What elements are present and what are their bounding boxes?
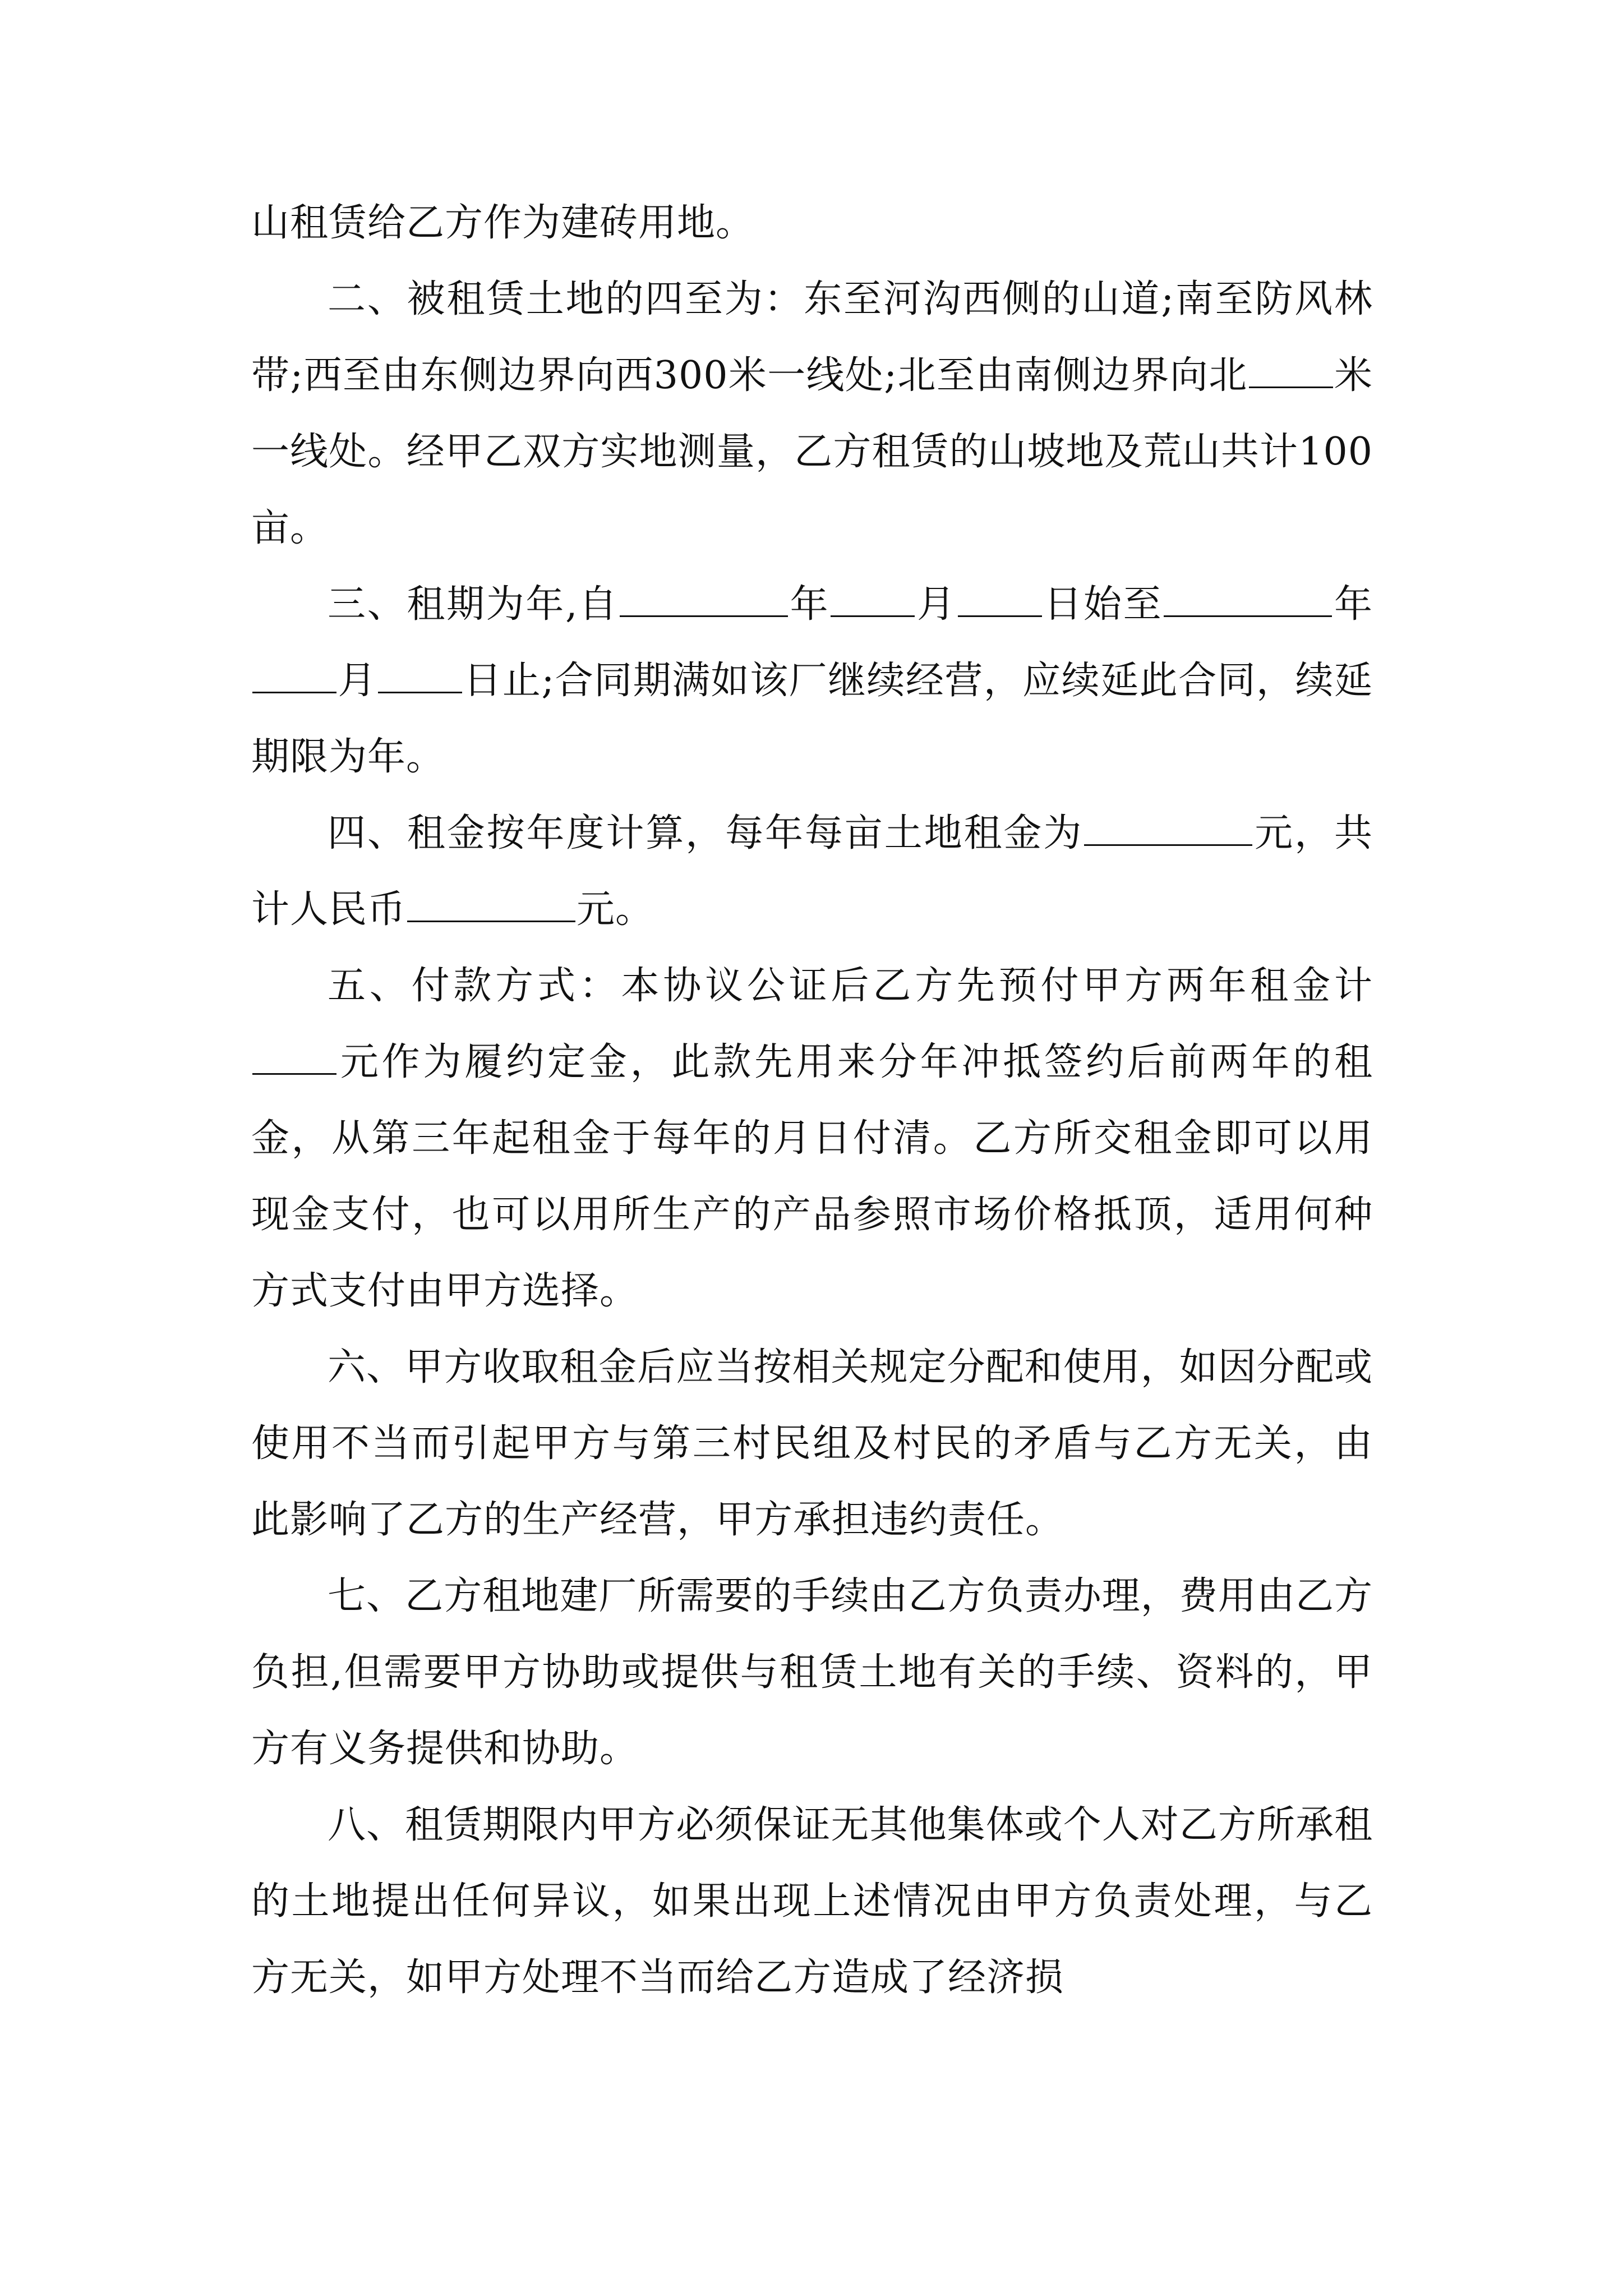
paragraph-clause-6 — [251, 1329, 1373, 1558]
fill-in-blank[interactable] — [1084, 812, 1252, 846]
text-segment: 日止;合同期满如该厂继续经营，应续延此合同，续延期限为年。 — [251, 659, 1373, 779]
text-segment: 米一线处。经甲乙双方实地测量，乙方租赁的山坡地及荒山共计100亩。 — [251, 353, 1373, 550]
fill-in-blank[interactable] — [958, 583, 1042, 617]
fill-in-blank[interactable] — [407, 888, 575, 922]
text-segment: 日始至 — [1043, 582, 1163, 627]
document-body — [251, 185, 1373, 2016]
fill-in-blank[interactable] — [620, 583, 788, 617]
paragraph-clause-5 — [251, 948, 1373, 1329]
fill-in-blank[interactable] — [1164, 583, 1332, 617]
text-segment: 年 — [789, 582, 830, 627]
text-segment: 四、租金按年度计算，每年每亩土地租金为 — [328, 811, 1083, 855]
paragraph-clause-8 — [251, 1787, 1373, 2016]
text-segment: 六、甲方收取租金后应当按相关规定分配和使用，如因分配或使用不当而引起甲方与第三村民组及村民的矛盾与乙方无关，由此影响了乙方的生产经营，甲方承担违约责任。 — [251, 1345, 1373, 1542]
text-segment: 月 — [916, 582, 957, 627]
text-segment: 七、乙方租地建厂所需要的手续由乙方负责办理，费用由乙方负担,但需要甲方协助或提供与租赁土地有关的手续、资料的，甲方有义务提供和协助。 — [251, 1574, 1373, 1771]
paragraph-clause-7 — [251, 1558, 1373, 1787]
paragraph-clause-2 — [251, 261, 1373, 567]
fill-in-blank[interactable] — [1249, 354, 1333, 388]
paragraph-clause-4 — [251, 795, 1373, 948]
text-segment: 山租赁给乙方作为建砖用地。 — [251, 201, 755, 245]
paragraph-continuation — [251, 185, 1373, 261]
text-segment: 元作为履约定金，此款先用来分年冲抵签约后前两年的租金，从第三年起租金于每年的月日付清。乙方所交租金即可以用现金支付，也可以用所生产的产品参照市场价格抵顶，适用何种方式支付由甲方选择。 — [251, 1040, 1373, 1313]
fill-in-blank[interactable] — [252, 1041, 336, 1075]
fill-in-blank[interactable] — [378, 659, 462, 693]
paragraph-clause-3 — [251, 567, 1373, 795]
text-segment: 年 — [1333, 582, 1373, 627]
text-segment: 元，共计人民币 — [251, 811, 1373, 932]
text-segment: 八、租赁期限内甲方必须保证无其他集体或个人对乙方所承租的土地提出任何异议，如果出现上述情况由甲方负责处理，与乙方无关，如甲方处理不当而给乙方造成了经济损 — [251, 1803, 1373, 2000]
text-segment: 三、租期为年,自 — [328, 582, 619, 627]
text-segment: 五、付款方式：本协议公证后乙方先预付甲方两年租金计 — [328, 964, 1373, 1008]
text-segment: 元。 — [577, 887, 654, 932]
text-segment: 月 — [338, 659, 377, 703]
text-segment: 二、被租赁土地的四至为：东至河沟西侧的山道;南至防风林带;西至由东侧边界向西300米一线处;北至由南侧边界向北 — [251, 277, 1373, 398]
fill-in-blank[interactable] — [831, 583, 915, 617]
fill-in-blank[interactable] — [252, 659, 336, 693]
